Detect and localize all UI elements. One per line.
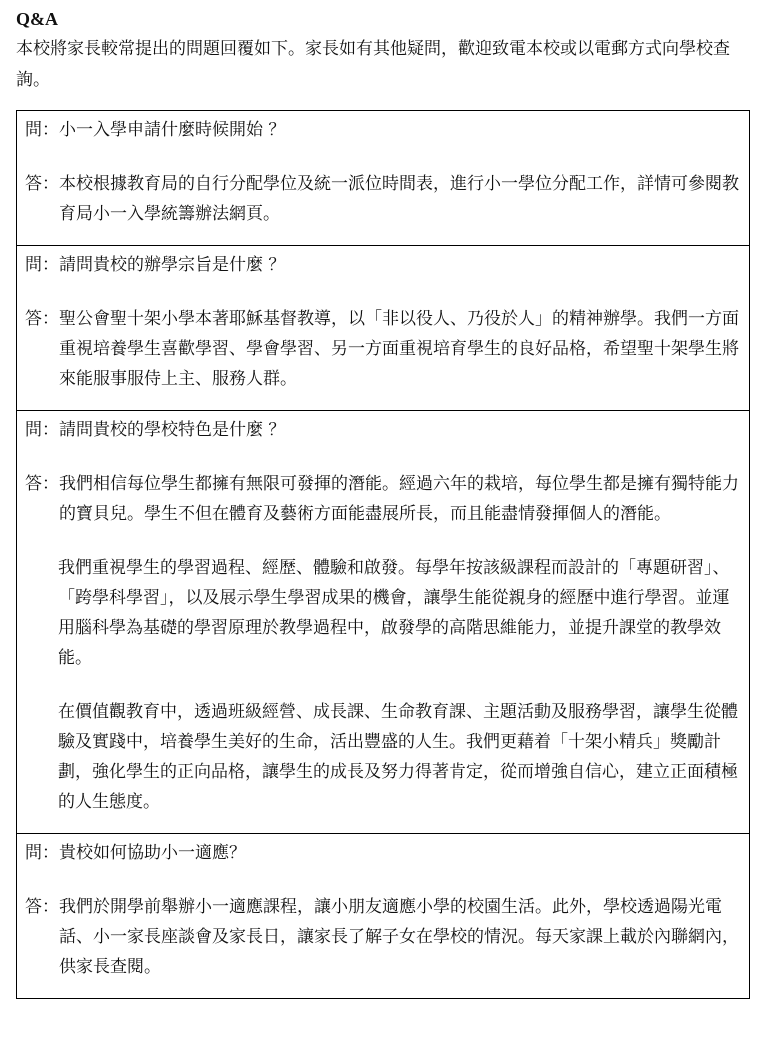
qa-row [17, 246, 750, 411]
answer-paragraph: 我們重視學生的學習過程、經歷、體驗和啟發。每學年按該級課程而設計的「專題研習」、「跨學科學習」，以及展示學生學習成果的機會，讓學生能從親身的經歷中進行學習。並運用腦科學為基礎的學習原理於教學過程中，啟發學的高階思維能力，並提升課堂的教學效能。 [58, 558, 730, 668]
question-label: 問： [25, 420, 59, 440]
question-text: 小一入學申請什麼時候開始 ？ [59, 120, 286, 140]
qa-row [17, 411, 750, 834]
qa-cell [17, 111, 750, 246]
answer-label: 答： [25, 309, 59, 329]
question-label: 問： [25, 843, 59, 863]
answer-text: 我們相信每位學生都擁有無限可發揮的潛能。經過六年的栽培，每位學生都是擁有獨特能力的寶貝兒。學生不但在體育及藝術方面能盡展所長，而且能盡情發揮個人的潛能。 [59, 474, 739, 524]
answer-line [25, 892, 741, 982]
qa-cell [17, 246, 750, 411]
qa-row [17, 111, 750, 246]
answer-line [25, 169, 741, 229]
answer-text: 我們於開學前舉辦小一適應課程，讓小朋友適應小學的校園生活。此外，學校透過陽光電話、小一家長座談會及家長日，讓家長了解子女在學校的情況。每天家課上載於內聯網內，供家長查閱。 [59, 897, 739, 977]
page-title: Q&A [16, 9, 58, 29]
question-line [25, 415, 741, 445]
question-line [25, 250, 741, 280]
answer-label: 答： [25, 897, 59, 917]
question-label: 問： [25, 120, 59, 140]
qa-table [16, 110, 750, 999]
answer-line [25, 304, 741, 394]
intro-text: 本校將家長較常提出的問題回覆如下。家長如有其他疑問，歡迎致電本校或以電郵方式向學校查詢。 [16, 39, 730, 90]
question-line [25, 838, 741, 868]
qa-row [17, 834, 750, 999]
answer-text: 聖公會聖十架小學本著耶穌基督教導，以「非以役人、乃役於人」的精神辦學。我們一方面重視培養學生喜歡學習、學會學習、另一方面重視培育學生的良好品格，希望聖十架學生將來能服事服侍上主、服務人群。 [59, 309, 739, 389]
question-text: 請問貴校的辦學宗旨是什麼 ？ [59, 255, 286, 275]
question-text: 貴校如何協助小一適應？ [59, 843, 246, 863]
question-line [25, 115, 741, 145]
answer-label: 答： [25, 174, 59, 194]
qa-cell [17, 411, 750, 834]
answer-label: 答： [25, 474, 59, 494]
question-label: 問： [25, 255, 59, 275]
qa-cell [17, 834, 750, 999]
answer-line [25, 469, 741, 529]
answer-text: 本校根據教育局的自行分配學位及統一派位時間表，進行小一學位分配工作，詳情可參閱教育局小一入學統籌辦法網頁。 [59, 174, 739, 224]
question-text: 請問貴校的學校特色是什麼 ？ [59, 420, 286, 440]
answer-paragraph: 在價值觀教育中，透過班級經營、成長課、生命教育課、主題活動及服務學習，讓學生從體驗及實踐中，培養學生美好的生命，活出豐盛的人生。我們更藉着「十架小精兵」獎勵計劃，強化學生的正向品格，讓學生的成長及努力得著肯定，從而增強自信心，建立正面積極的人生態度。 [58, 702, 738, 812]
